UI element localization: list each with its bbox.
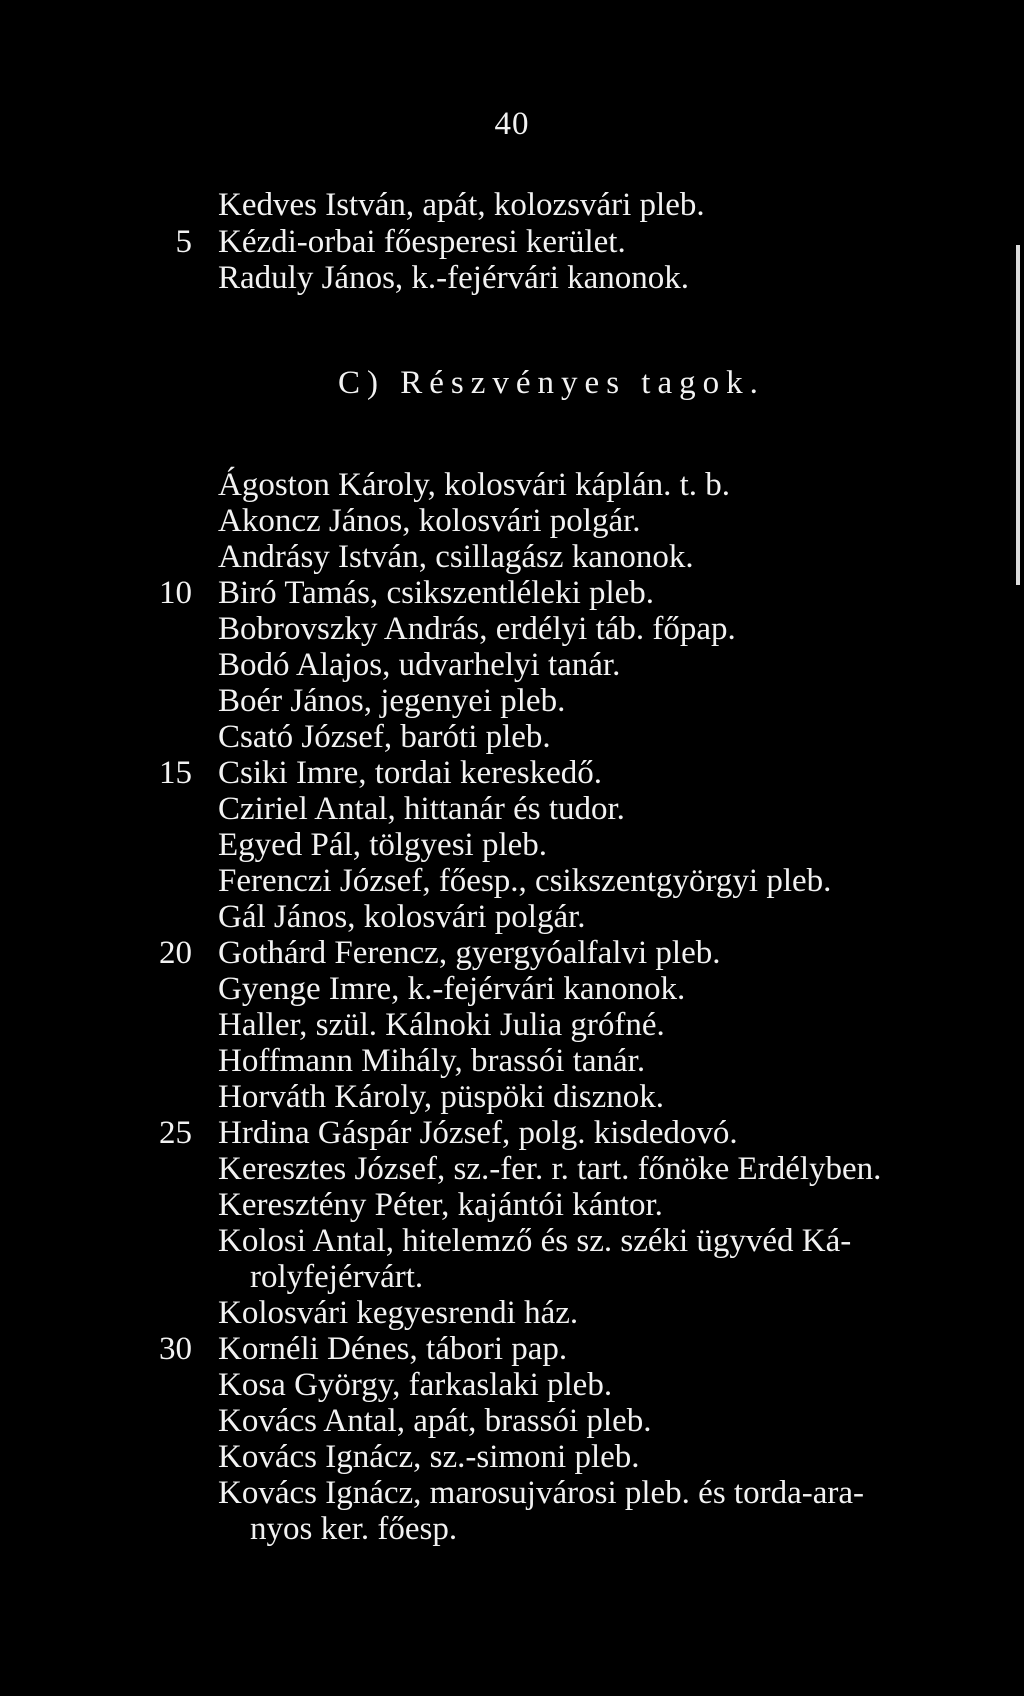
text-line xyxy=(0,610,1024,648)
page-edge-line xyxy=(1016,245,1020,585)
text-line xyxy=(0,186,1024,224)
line-text: Csiki Imre, tordai kereskedő. xyxy=(218,755,602,791)
line-text: Kovács Ignácz, sz.-simoni pleb. xyxy=(218,1439,640,1475)
line-text: Keresztény Péter, kajántói kántor. xyxy=(218,1187,663,1223)
text-line xyxy=(0,790,1024,828)
line-number: 20 xyxy=(159,935,192,971)
text-line xyxy=(0,1366,1024,1404)
text-line xyxy=(0,1330,1024,1368)
line-number: 10 xyxy=(159,575,192,611)
text-line xyxy=(0,1150,1024,1188)
section-heading-text: C) Részvényes tagok. xyxy=(338,365,765,401)
line-number: 25 xyxy=(159,1115,192,1151)
section-heading xyxy=(0,364,1024,402)
text-line xyxy=(0,1114,1024,1152)
text-line xyxy=(0,538,1024,576)
text-line xyxy=(0,682,1024,720)
line-text: Horváth Károly, püspöki disznok. xyxy=(218,1079,665,1115)
line-text: Ferenczi József, főesp., csikszentgyörgyi pleb. xyxy=(218,863,832,899)
text-line xyxy=(0,1438,1024,1476)
line-text: Kornéli Dénes, tábori pap. xyxy=(218,1331,568,1367)
line-number: 30 xyxy=(159,1331,192,1367)
text-line xyxy=(0,1186,1024,1224)
text-line xyxy=(0,223,1024,261)
line-text: Boér János, jegenyei pleb. xyxy=(218,683,566,719)
line-text: Csató József, baróti pleb. xyxy=(218,719,551,755)
text-line xyxy=(0,1222,1024,1260)
text-line xyxy=(0,646,1024,684)
line-text: Cziriel Antal, hittanár és tudor. xyxy=(218,791,625,827)
text-line xyxy=(0,574,1024,612)
line-text: Keresztes József, sz.-fer. r. tart. főnöke Erdélyben. xyxy=(218,1151,882,1187)
line-text: Gothárd Ferencz, gyergyóalfalvi pleb. xyxy=(218,935,721,971)
line-text: Raduly János, k.-fejérvári kanonok. xyxy=(218,260,690,296)
line-text: Biró Tamás, csikszentléleki pleb. xyxy=(218,575,655,611)
text-line xyxy=(0,1474,1024,1512)
line-text: Bodó Alajos, udvarhelyi tanár. xyxy=(218,647,621,683)
text-line xyxy=(0,826,1024,864)
line-text: Bobrovszky András, erdélyi táb. főpap. xyxy=(218,611,736,647)
text-line xyxy=(0,970,1024,1008)
text-line xyxy=(0,934,1024,972)
text-line xyxy=(0,754,1024,792)
page-number: 40 xyxy=(494,106,530,142)
text-line xyxy=(0,1294,1024,1332)
line-text: Kovács Ignácz, marosujvárosi pleb. és torda-ara- xyxy=(218,1475,864,1511)
text-line xyxy=(0,1510,1024,1548)
text-line xyxy=(0,466,1024,504)
text-line xyxy=(0,718,1024,756)
line-text: Egyed Pál, tölgyesi pleb. xyxy=(218,827,548,863)
line-text: Akoncz János, kolosvári polgár. xyxy=(218,503,641,539)
line-text: Haller, szül. Kálnoki Julia grófné. xyxy=(218,1007,665,1043)
line-text: Kovács Antal, apát, brassói pleb. xyxy=(218,1403,652,1439)
text-line xyxy=(0,502,1024,540)
line-text: rolyfejérvárt. xyxy=(250,1259,424,1295)
text-line xyxy=(0,1006,1024,1044)
line-text: Kolosvári kegyesrendi ház. xyxy=(218,1295,579,1331)
line-text: Kézdi-orbai főesperesi kerület. xyxy=(218,224,626,260)
text-line xyxy=(0,1042,1024,1080)
text-line xyxy=(0,862,1024,900)
line-text: Ágoston Károly, kolosvári káplán. t. b. xyxy=(218,467,731,503)
line-number: 15 xyxy=(159,755,192,791)
line-number: 5 xyxy=(175,224,192,260)
text-line xyxy=(0,898,1024,936)
line-text: Gál János, kolosvári polgár. xyxy=(218,899,586,935)
line-text: Kolosi Antal, hitelemző és sz. széki ügyvéd Ká- xyxy=(218,1223,852,1259)
line-text: Gyenge Imre, k.-fejérvári kanonok. xyxy=(218,971,686,1007)
text-line xyxy=(0,1258,1024,1296)
line-text: Andrásy István, csillagász kanonok. xyxy=(218,539,694,575)
line-text: Kedves István, apát, kolozsvári pleb. xyxy=(218,187,705,223)
line-text: Kosa György, farkaslaki pleb. xyxy=(218,1367,613,1403)
text-line xyxy=(0,1402,1024,1440)
text-line xyxy=(0,259,1024,297)
text-line xyxy=(0,1078,1024,1116)
line-text: nyos ker. főesp. xyxy=(250,1511,458,1547)
line-text: Hoffmann Mihály, brassói tanár. xyxy=(218,1043,646,1079)
line-text: Hrdina Gáspár József, polg. kisdedovó. xyxy=(218,1115,738,1151)
